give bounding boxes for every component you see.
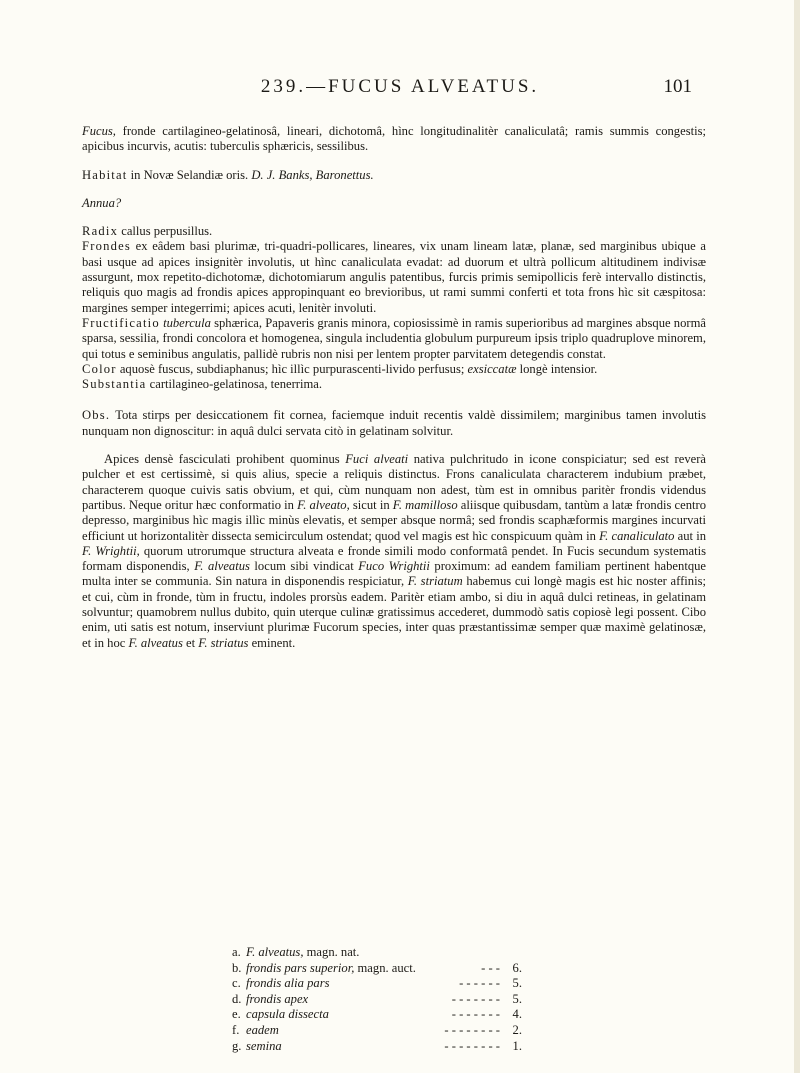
- habitat-paragraph: [82, 168, 706, 183]
- figure-label: semina: [246, 1038, 282, 1053]
- figure-leader: - - - - - - - -: [444, 1022, 500, 1037]
- discussion-text: quorum utrorumque structura alveata e fronde simili modo conformatâ pendet. In Fucis secundum systematis formam disponendis,: [82, 543, 706, 574]
- annua-text: Annua?: [82, 195, 122, 210]
- figure-letter: c.: [232, 976, 241, 991]
- fructificatio-text: sphærica, Papaveris granis minora, copiosissimè in ramis superioribus ad margines absque normâ sparsa, sessilia, frondi concolora et homogenea, singula includentia globulum purpureum ipsis triplo quadruplove minorem, qui totus e seminibus angulatis, pallidè rubris non nisi per lentem propter parvitatem detegendis constat.: [82, 315, 706, 361]
- discussion-text: aut in: [674, 528, 706, 543]
- discussion-taxon: Fuco Wrightii: [358, 559, 430, 574]
- page-body: [82, 124, 706, 651]
- figure-magnification: 6.: [512, 960, 522, 975]
- figure-magnification: 5.: [512, 991, 522, 1006]
- figure-label: capsula dissecta: [246, 1007, 329, 1022]
- fructificatio-paragraph: [82, 316, 706, 362]
- discussion-taxon: F. striatus: [198, 635, 249, 650]
- figure-suffix: magn. auct.: [354, 960, 416, 975]
- frondes-text: ex eâdem basi plurimæ, tri-quadri-pollicares, lineares, vix unam lineam latæ, planæ, sed marginibus ubique a basi usque ad apices insignitèr involutis, ut hìnc canaliculata evadat: ad duorum et ultrà pollicum altitudinem indivisæ assurgunt, mox repetito-dichotomæ, dichotomiarum angulis patentibus, furcis primis semipollicis ferè intervallo distinctis, reliquis quo magis ad frondis apices appropinquant eo brevioribus, ut rami summi conferti et tota frons hìc sit cæspitosa: margines semper integerrimi; apices acuti, lenitèr involuti.: [82, 239, 706, 315]
- discussion-taxon: F. Wrightii,: [82, 543, 140, 558]
- figure-letter: f.: [232, 1022, 240, 1037]
- frondes-paragraph: [82, 239, 706, 315]
- habitat-label: Habitat: [82, 167, 128, 182]
- color-term: exsiccatæ: [467, 361, 517, 376]
- color-text: aquosè fuscus, subdiaphanus; hìc illìc purpurascenti-livido perfusus;: [119, 361, 465, 376]
- obs-text: Tota stirps per desiccationem fit cornea, faciemque induit recentis valdè dissimilem; marginibus tamen involutis nunquam non dignoscitur: in aquâ dulci servata citò in gelatinam solvitur.: [82, 408, 707, 438]
- diagnosis-paragraph: [82, 124, 706, 155]
- figure-row: [232, 961, 522, 977]
- discussion-taxon: F. alveatus: [128, 635, 183, 650]
- fructificatio-term: tubercula: [163, 315, 211, 330]
- figure-magnification: 2.: [512, 1022, 522, 1037]
- habitat-collectors: D. J. Banks, Baronettus.: [251, 167, 374, 182]
- figure-label: F. alveatus,: [246, 945, 304, 959]
- figure-magnification: 4.: [512, 1007, 522, 1022]
- figure-row: [232, 992, 522, 1008]
- figure-label: frondis alia pars: [246, 976, 330, 991]
- figure-magnification: 5.: [512, 976, 522, 991]
- page-number: 101: [663, 76, 692, 97]
- discussion-text: habemus cui longè magis est hic noster affinis; et cui, cùm in fronde, tùm in fructu, indoles prorsùs eadem. Paritèr etiam ambo, si diu in aquâ dulci retineas, in gelatinam solvuntur; quamobrem nullus dubito, quin uterque culinæ gratissimus accederet, dummodò satis copiosè legi possent. Cibo enim, uti satis est notum, inserviunt plurimæ Fucorum species, inter quas præstantissimæ semper quæ maximè gelatinosæ, et in hoc: [82, 574, 707, 650]
- radix-text: callus perpusillus.: [121, 224, 213, 239]
- color-paragraph: [82, 362, 706, 377]
- discussion-taxon: F. canaliculato: [599, 528, 675, 543]
- page-title: 239.—FUCUS ALVEATUS.: [260, 76, 540, 97]
- substantia-label: Substantia: [82, 377, 147, 392]
- habitat-text: in Novæ Selandiæ oris.: [130, 167, 249, 182]
- obs-label: Obs.: [82, 408, 111, 423]
- figure-label: eadem: [246, 1022, 279, 1037]
- figure-row: [232, 945, 522, 961]
- discussion-text: et: [182, 635, 199, 650]
- figure-label: frondis pars superior,: [246, 960, 355, 975]
- figure-leader: - - -: [481, 960, 500, 975]
- discussion-taxon: F. striatum: [407, 574, 463, 589]
- figure-leader: - - - - - - -: [451, 1007, 500, 1022]
- figure-letter: e.: [232, 1007, 241, 1022]
- color-label: Color: [82, 361, 117, 376]
- figure-leader: - - - - - - - -: [444, 1038, 500, 1053]
- frondes-label: Frondes: [82, 239, 131, 254]
- figure-letter: b.: [232, 960, 242, 975]
- discussion-text: proximum: ad eandem familiam pertinent habentque multa inter se communia. Sin natura in disponendis respiciatur,: [82, 559, 706, 589]
- figure-suffix: magn. nat.: [303, 945, 360, 959]
- figure-label: frondis apex: [246, 991, 309, 1006]
- fructificatio-label: Fructificatio: [82, 315, 160, 330]
- discussion-paragraph: [82, 452, 706, 651]
- page-edge: [794, 0, 800, 1073]
- discussion-text: Apices densè fasciculati prohibent quominus: [104, 452, 346, 467]
- page-header: [0, 76, 800, 100]
- discussion-text: sicut in: [349, 497, 393, 512]
- discussion-text: aliisque quibusdam, tantùm a latæ frondis centro depresso, marginibus hìc magis illìc minùs elevatis, et semper absque normâ; sed frondis scaphæformis margines incurvati efficiunt ut horizontalitèr dissecta semicirculum ostendat; quod vel magis est hìc conspicuum quàm in: [82, 497, 707, 543]
- figure-letter: a.: [232, 945, 241, 959]
- figure-row: [232, 1039, 522, 1055]
- color-tail: longè intensior.: [519, 361, 598, 376]
- discussion-taxon: F. mamilloso: [392, 497, 458, 512]
- figure-row: [232, 976, 522, 992]
- substantia-paragraph: [82, 377, 706, 392]
- figure-leader: - - - - - - -: [451, 991, 500, 1006]
- diagnosis-name: Fucus,: [82, 124, 116, 138]
- figure-leader: - - - - - -: [459, 976, 500, 991]
- figure-legend: [232, 945, 522, 1054]
- figure-letter: d.: [232, 991, 242, 1006]
- radix-label: Radix: [82, 224, 119, 239]
- discussion-text: nativa pulchritudo in icone conspiciatur; sed est reverà pulcher et est certissimè, si quis alius, specie a reliquis distinctus. Frons canaliculata characterem indubium præbet, characterem quoque cuivis satis obvium, et qui, cùm nunquam non adest, tùm est in omnibus paritèr frondis videndus partibus. Neque oritur hæc conformatio in: [82, 452, 706, 512]
- obs-paragraph: [82, 408, 706, 439]
- figure-row: [232, 1007, 522, 1023]
- figure-magnification: 1.: [512, 1038, 522, 1053]
- discussion-taxon: F. alveatus: [194, 559, 250, 574]
- discussion-taxon: Fuci alveati: [345, 452, 409, 467]
- substantia-text: cartilagineo-gelatinosa, tenerrima.: [149, 377, 323, 392]
- diagnosis-text: fronde cartilagineo-gelatinosâ, lineari, dichotomâ, hìnc longitudinalitèr canaliculatâ; ramis summis congestis; apicibus incurvis, acutis: tuberculis sphæricis, sessilibus.: [82, 124, 706, 154]
- annua-line: [82, 196, 706, 211]
- figure-letter: g.: [232, 1038, 242, 1053]
- discussion-text: locum sibi vindicat: [249, 559, 359, 574]
- radix-paragraph: [82, 224, 706, 239]
- discussion-taxon: F. alveato,: [297, 497, 350, 512]
- discussion-text: eminent.: [248, 635, 296, 650]
- figure-row: [232, 1023, 522, 1039]
